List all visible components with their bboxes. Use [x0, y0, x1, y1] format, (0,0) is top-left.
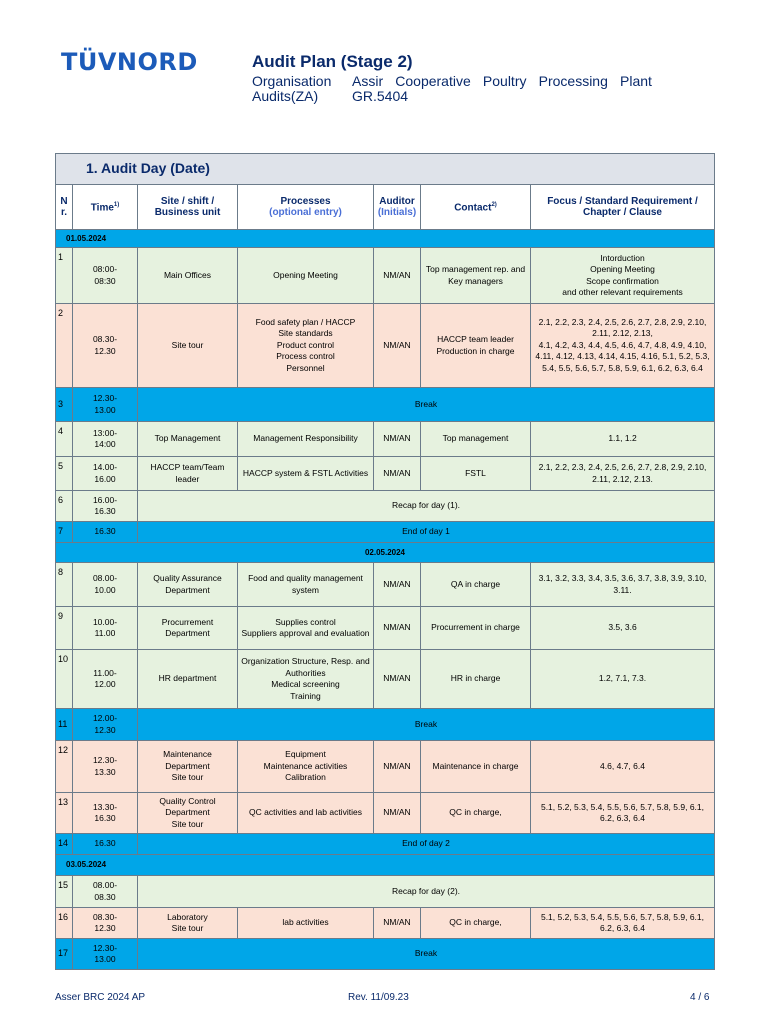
- row-number: 5: [56, 457, 73, 491]
- site-cell: Site tour: [138, 304, 238, 388]
- contact-cell: QA in charge: [421, 563, 531, 607]
- time-cell: 16.00- 16.30: [73, 491, 138, 522]
- break-label: Break: [138, 709, 715, 741]
- focus-cell: Intorduction Opening Meeting Scope confirmation and other relevant requirements: [531, 248, 715, 304]
- org-word: Assir: [352, 73, 384, 89]
- break-label: End of day 2: [138, 834, 715, 855]
- organisation-row: [252, 74, 652, 89]
- footer-doc-id: Asser BRC 2024 AP: [55, 992, 146, 1003]
- time-cell: 08:00- 08:30: [73, 248, 138, 304]
- document-header: [252, 52, 652, 104]
- table-row: [56, 741, 715, 793]
- time-cell: 13:00- 14:00: [73, 422, 138, 457]
- org-word: Plant: [620, 73, 652, 89]
- time-cell: 12.30- 13.30: [73, 741, 138, 793]
- time-cell: 08.30- 12.30: [73, 908, 138, 939]
- auditor-cell: NM/AN: [374, 563, 421, 607]
- date-cell: 01.05.2024: [56, 230, 715, 248]
- focus-cell: 3.1, 3.2, 3.3, 3.4, 3.5, 3.6, 3.7, 3.8, 3.9, 3.10, 3.11.: [531, 563, 715, 607]
- row-number: 6: [56, 491, 73, 522]
- auditor-cell: NM/AN: [374, 650, 421, 709]
- row-number: 10: [56, 650, 73, 709]
- site-cell: Laboratory Site tour: [138, 908, 238, 939]
- site-cell: Maintenance Department Site tour: [138, 741, 238, 793]
- organisation-label: Organisation: [252, 73, 332, 89]
- column-header-row: [56, 185, 715, 230]
- auditor-cell: NM/AN: [374, 607, 421, 650]
- org-word: Processing: [538, 73, 608, 89]
- row-number: 7: [56, 522, 73, 543]
- table-row: [56, 248, 715, 304]
- focus-cell: 2.1, 2.2, 2.3, 2.4, 2.5, 2.6, 2.7, 2.8, 2.9, 2.10, 2.11, 2.12, 2.13.: [531, 457, 715, 491]
- page-title: Audit Plan (Stage 2): [252, 52, 413, 71]
- break-label: Break: [138, 939, 715, 970]
- break-label: Break: [138, 388, 715, 422]
- time-cell: 10.00- 11.00: [73, 607, 138, 650]
- org-word: Poultry: [482, 73, 527, 89]
- time-cell: 13.30- 16.30: [73, 793, 138, 834]
- contact-cell: Top management rep. and Key managers: [421, 248, 531, 304]
- recap-label: Recap for day (1).: [138, 491, 715, 522]
- recap-label: Recap for day (2).: [138, 876, 715, 908]
- contact-cell: FSTL: [421, 457, 531, 491]
- audits-row: [252, 89, 652, 104]
- audits-value: GR.5404: [352, 88, 409, 104]
- footer-revision: Rev. 11/09.23: [348, 992, 409, 1003]
- auditor-cell: NM/AN: [374, 908, 421, 939]
- table-row: [56, 563, 715, 607]
- focus-cell: 4.6, 4.7, 6.4: [531, 741, 715, 793]
- time-cell: 16.30: [73, 522, 138, 543]
- time-cell: 08.00- 10.00: [73, 563, 138, 607]
- table-row: [56, 607, 715, 650]
- break-row: [56, 388, 715, 422]
- break-label: End of day 1: [138, 522, 715, 543]
- col-auditor: Auditor (Initials): [374, 185, 421, 230]
- time-cell: 12.00- 12.30: [73, 709, 138, 741]
- table-row: [56, 908, 715, 939]
- site-cell: Quality Control Department Site tour: [138, 793, 238, 834]
- processes-cell: Organization Structure, Resp. and Authorities Medical screening Training: [238, 650, 374, 709]
- auditor-cell: NM/AN: [374, 248, 421, 304]
- site-cell: Quality Assurance Department: [138, 563, 238, 607]
- recap-row: [56, 491, 715, 522]
- break-row: [56, 834, 715, 855]
- focus-cell: 1.1, 1.2: [531, 422, 715, 457]
- break-row: [56, 522, 715, 543]
- break-row: [56, 709, 715, 741]
- auditor-cell: NM/AN: [374, 793, 421, 834]
- row-number: 16: [56, 908, 73, 939]
- break-row: [56, 939, 715, 970]
- table-row: [56, 793, 715, 834]
- time-cell: 12.30- 13.00: [73, 939, 138, 970]
- contact-cell: Maintenance in charge: [421, 741, 531, 793]
- table-row: [56, 457, 715, 491]
- contact-cell: Top management: [421, 422, 531, 457]
- table-row: [56, 422, 715, 457]
- focus-cell: 5.1, 5.2, 5.3, 5.4, 5.5, 5.6, 5.7, 5.8, 5.9, 6.1, 6.2, 6.3, 6.4: [531, 793, 715, 834]
- table-row: [56, 650, 715, 709]
- row-number: 15: [56, 876, 73, 908]
- auditor-cell: NM/AN: [374, 304, 421, 388]
- focus-cell: 1.2, 7.1, 7.3.: [531, 650, 715, 709]
- organisation-value: [352, 74, 652, 89]
- row-number: 4: [56, 422, 73, 457]
- processes-cell: Equipment Maintenance activities Calibration: [238, 741, 374, 793]
- row-number: 13: [56, 793, 73, 834]
- date-cell: 03.05.2024: [56, 855, 715, 876]
- focus-cell: 3.5, 3.6: [531, 607, 715, 650]
- col-processes: Processes (optional entry): [238, 185, 374, 230]
- focus-cell: 2.1, 2.2, 2.3, 2.4, 2.5, 2.6, 2.7, 2.8, 2.9, 2.10, 2.11, 2.12, 2.13, 4.1, 4.2, 4.3, 4.4, 4.5, 4.6, 4.7, 4.8, 4.9, 4.10, 4.11, 4.12, 4.13, 4.14, 4.15, 4.16, 5.1, 5.2, 5.3, 5.4, 5.5, 5.6, 5.7, 5.8, 5.9, 6.1, 6.2, 6.3, 6.4: [531, 304, 715, 388]
- table-row: [56, 304, 715, 388]
- contact-cell: QC in charge,: [421, 793, 531, 834]
- time-cell: 16.30: [73, 834, 138, 855]
- audit-plan-table: [55, 153, 715, 970]
- row-number: 14: [56, 834, 73, 855]
- footer-page-number: 4 / 6: [690, 992, 710, 1003]
- tuv-nord-logo: TÜVNORD: [61, 48, 198, 76]
- contact-cell: Procurrement in charge: [421, 607, 531, 650]
- row-number: 2: [56, 304, 73, 388]
- processes-cell: Opening Meeting: [238, 248, 374, 304]
- site-cell: Procurrement Department: [138, 607, 238, 650]
- auditor-cell: NM/AN: [374, 741, 421, 793]
- row-number: 9: [56, 607, 73, 650]
- processes-cell: HACCP system & FSTL Activities: [238, 457, 374, 491]
- auditor-cell: NM/AN: [374, 422, 421, 457]
- col-contact: Contact$^{2)}$: [421, 185, 531, 230]
- auditor-cell: NM/AN: [374, 457, 421, 491]
- date-cell: 02.05.2024: [56, 543, 715, 563]
- date-row: [56, 543, 715, 563]
- col-focus: Focus / Standard Requirement / Chapter / Clause: [531, 185, 715, 230]
- day-heading-row: [56, 154, 715, 185]
- contact-cell: HR in charge: [421, 650, 531, 709]
- focus-cell: 5.1, 5.2, 5.3, 5.4, 5.5, 5.6, 5.7, 5.8, 5.9, 6.1, 6.2, 6.3, 6.4: [531, 908, 715, 939]
- row-number: 12: [56, 741, 73, 793]
- processes-cell: Supplies control Suppliers approval and evaluation: [238, 607, 374, 650]
- row-number: 1: [56, 248, 73, 304]
- contact-cell: HACCP team leader Production in charge: [421, 304, 531, 388]
- row-number: 17: [56, 939, 73, 970]
- site-cell: HACCP team/Team leader: [138, 457, 238, 491]
- col-site: Site / shift / Business unit: [138, 185, 238, 230]
- day-heading: 1. Audit Day (Date): [56, 154, 715, 185]
- row-number: 11: [56, 709, 73, 741]
- date-row: [56, 230, 715, 248]
- row-number: 8: [56, 563, 73, 607]
- site-cell: Top Management: [138, 422, 238, 457]
- processes-cell: Food and quality management system: [238, 563, 374, 607]
- time-cell: 14.00- 16.00: [73, 457, 138, 491]
- time-cell: 11.00- 12.00: [73, 650, 138, 709]
- col-nr: N r.: [56, 185, 73, 230]
- org-word: Cooperative: [395, 73, 471, 89]
- time-cell: 08.30- 12.30: [73, 304, 138, 388]
- contact-cell: QC in charge,: [421, 908, 531, 939]
- time-cell: 08.00- 08.30: [73, 876, 138, 908]
- site-cell: HR department: [138, 650, 238, 709]
- audits-label: Audits(ZA): [252, 88, 319, 104]
- row-number: 3: [56, 388, 73, 422]
- site-cell: Main Offices: [138, 248, 238, 304]
- recap-row: [56, 876, 715, 908]
- processes-cell: lab activities: [238, 908, 374, 939]
- date-row: [56, 855, 715, 876]
- processes-cell: Food safety plan / HACCP Site standards Product control Process control Personnel: [238, 304, 374, 388]
- processes-cell: QC activities and lab activities: [238, 793, 374, 834]
- col-time: Time$^{1)}$: [73, 185, 138, 230]
- time-cell: 12.30- 13.00: [73, 388, 138, 422]
- processes-cell: Management Responsibility: [238, 422, 374, 457]
